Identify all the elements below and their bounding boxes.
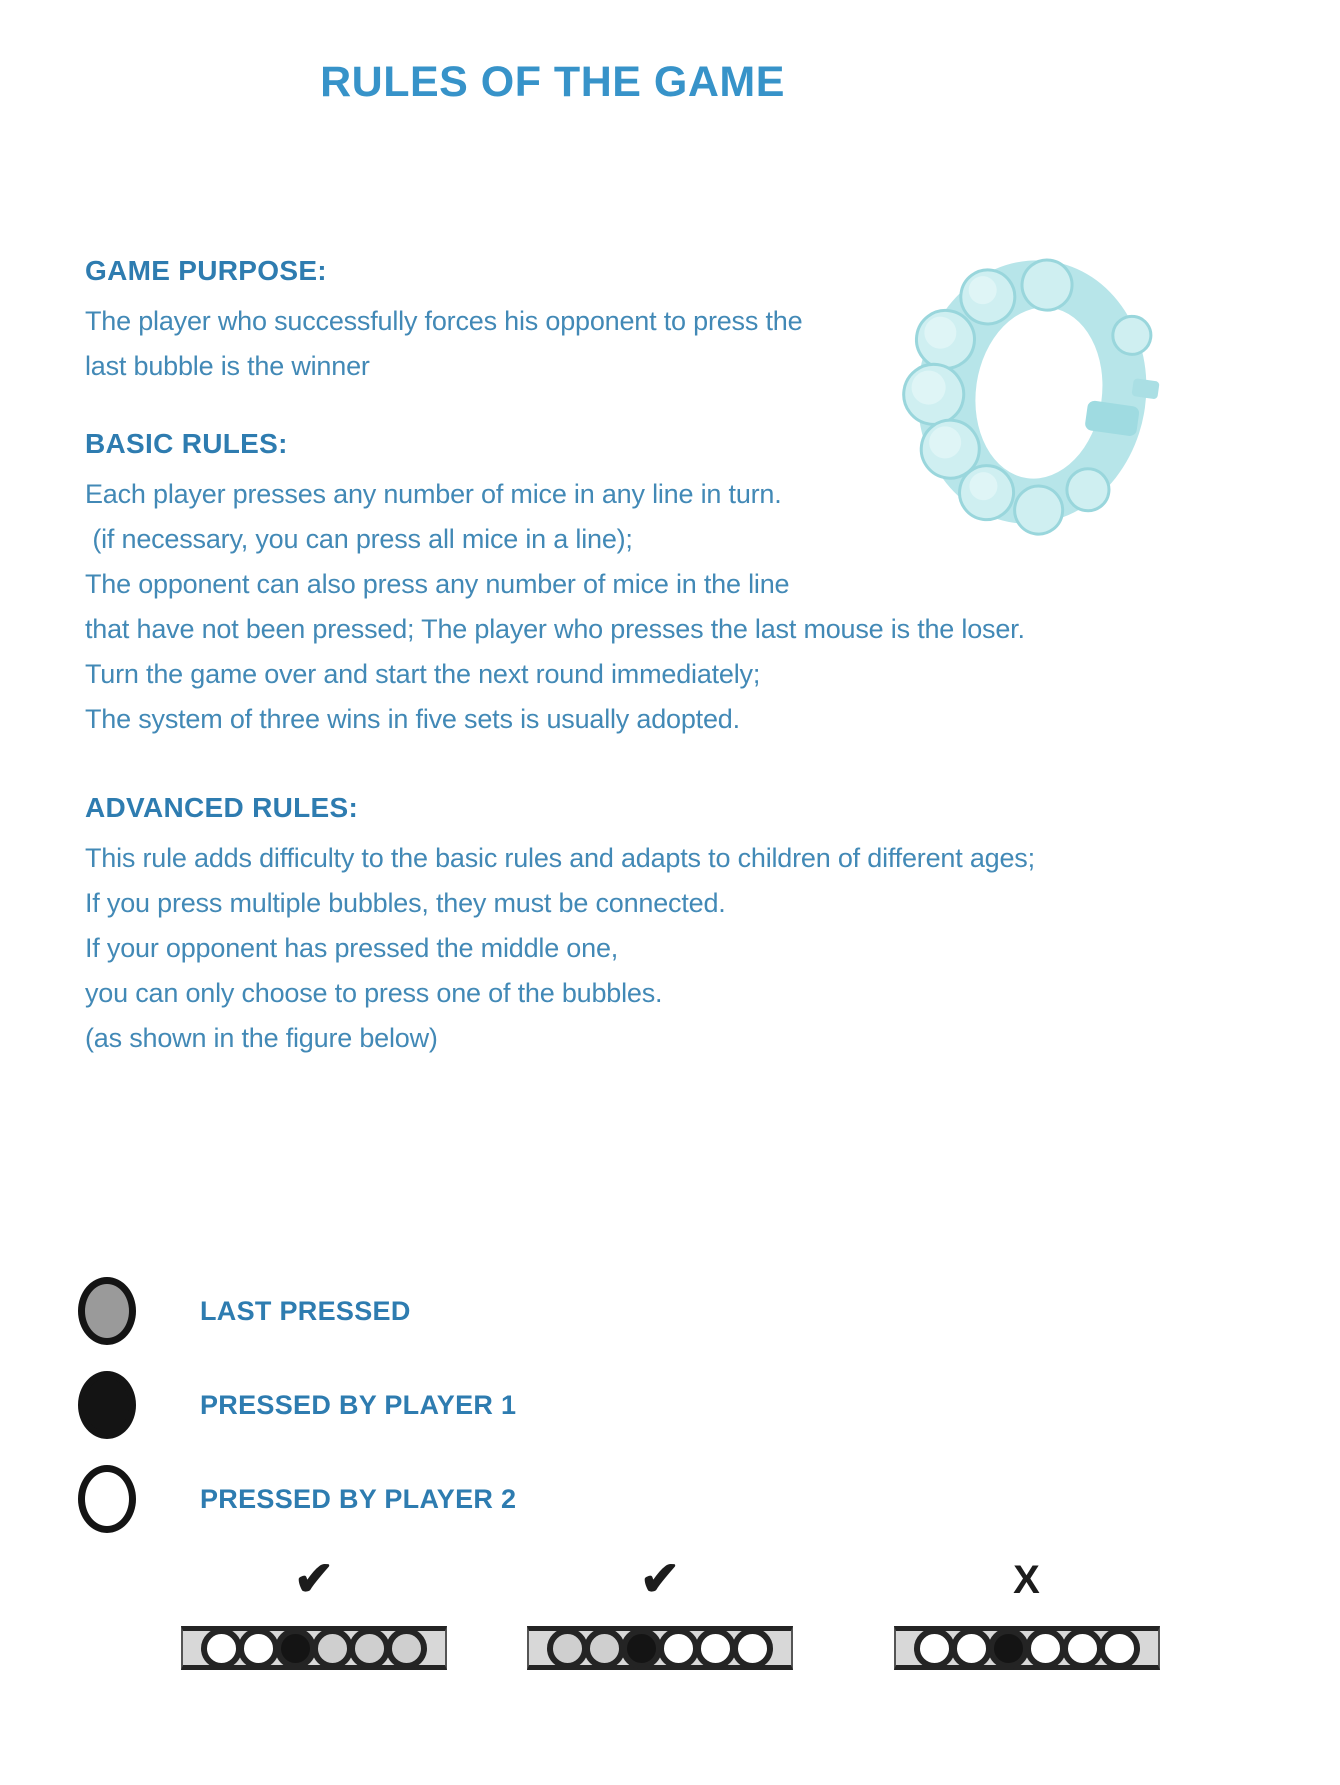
last-pressed-bubble-icon [78, 1277, 136, 1345]
section-heading: BASIC RULES: [85, 428, 288, 459]
legend-label: PRESSED BY PLAYER 1 [200, 1389, 517, 1420]
rule-line: you can only choose to press one of the bubbles. [85, 978, 663, 1008]
bubble-player2 [238, 1628, 279, 1669]
bubble-unpressed [312, 1628, 353, 1669]
rule-line: The system of three wins in five sets is usually adopted. [85, 704, 740, 734]
section-basic-rules [85, 428, 1025, 742]
bubble-player2 [201, 1628, 242, 1669]
bubble-player2 [914, 1628, 955, 1669]
bubble-player1 [988, 1628, 1029, 1669]
section-advanced-rules [85, 792, 1035, 1061]
player1-bubble-icon [78, 1371, 136, 1439]
checkmark-icon: ✔ [293, 1553, 335, 1606]
rule-line: The opponent can also press any number of mice in the line [85, 569, 790, 599]
example-allowed [181, 1552, 447, 1670]
section-game-purpose [85, 255, 802, 389]
bubble-unpressed [547, 1628, 588, 1669]
rule-line: If your opponent has pressed the middle one, [85, 933, 619, 963]
rule-line: The player who successfully forces his opponent to press the [85, 306, 803, 336]
example-not-allowed [894, 1552, 1160, 1670]
page-title: RULES OF THE GAME [320, 58, 785, 106]
rule-line: (if necessary, you can press all mice in a line); [85, 524, 633, 554]
bubble-player2 [695, 1628, 736, 1669]
bubble-strip [527, 1626, 793, 1670]
example-allowed [527, 1552, 793, 1670]
checkmark-icon: ✔ [639, 1553, 681, 1606]
legend-item-player1 [78, 1370, 516, 1440]
bubble-strip [894, 1626, 1160, 1670]
section-heading: ADVANCED RULES: [85, 792, 359, 823]
bubble-unpressed [349, 1628, 390, 1669]
legend-item-last-pressed [78, 1276, 516, 1346]
bubble-player2 [951, 1628, 992, 1669]
bubble-player1 [275, 1628, 316, 1669]
bubble-unpressed [584, 1628, 625, 1669]
bubble-player2 [1099, 1628, 1140, 1669]
player2-bubble-icon [78, 1465, 136, 1533]
bubble-strip [181, 1626, 447, 1670]
rule-line: This rule adds difficulty to the basic rules and adapts to children of different ages; [85, 843, 1035, 873]
bubble-legend [78, 1276, 516, 1558]
x-mark-icon: X [1013, 1558, 1041, 1602]
bubble-player2 [1025, 1628, 1066, 1669]
rule-line: (as shown in the figure below) [85, 1023, 438, 1053]
rule-line: If you press multiple bubbles, they must be connected. [85, 888, 726, 918]
legend-item-player2 [78, 1464, 516, 1534]
legend-label: LAST PRESSED [200, 1295, 411, 1326]
rule-line: Each player presses any number of mice in any line in turn. [85, 479, 782, 509]
section-heading: GAME PURPOSE: [85, 255, 327, 286]
legend-label: PRESSED BY PLAYER 2 [200, 1483, 517, 1514]
bubble-player1 [621, 1628, 662, 1669]
bubble-player2 [658, 1628, 699, 1669]
rule-line: last bubble is the winner [85, 351, 370, 381]
bubble-unpressed [386, 1628, 427, 1669]
bubble-player2 [732, 1628, 773, 1669]
bubble-player2 [1062, 1628, 1103, 1669]
rule-line: Turn the game over and start the next round immediately; [85, 659, 761, 689]
rule-line: that have not been pressed; The player who presses the last mouse is the loser. [85, 614, 1025, 644]
